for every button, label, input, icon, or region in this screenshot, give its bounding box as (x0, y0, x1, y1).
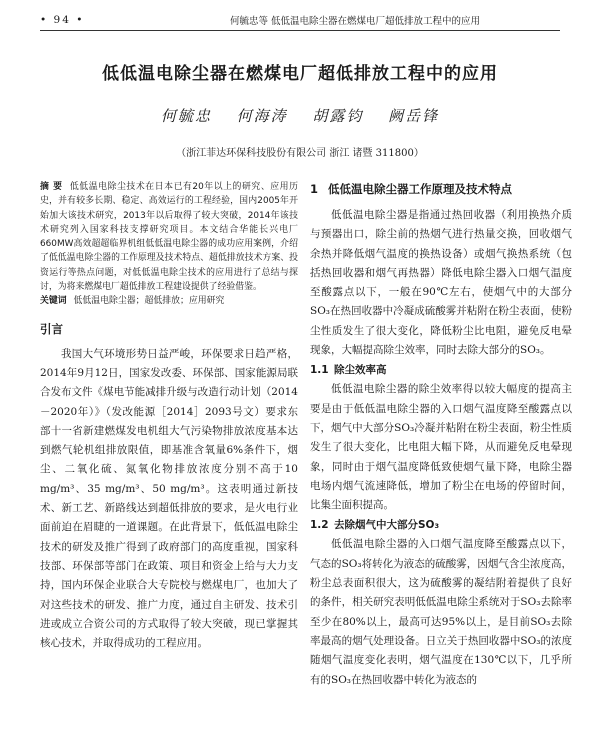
intro-paragraph: 我国大气环境形势日益严峻，环保要求日趋严格，2014年9月12日，国家发改委、环保部、国家能源局联合发布文件《煤电节能减排升级与改造行动计划（2014－2020年）》（发改能源［2014］2093号文）要求东部十一省新建燃煤发电机组大气污染物排放浓度基本达到燃气轮机组排放限值，即基准含氧量6%条件下，烟尘、二氧化硫、氮氧化物排放浓度分别不高于10 mg/m³、35 mg/m³、50 mg/m³。这表明通过新技术、新工艺、新路线达到超低排放的要求，是火电行业面前迫在眉睫的一道课题。在此背景下，低低温电除尘技术的研发及推广得到了政府部门的高度重视，国家科技部、环保部等部门在政策、项目和资金上给与大力支持，国内环保企业联合大专院校与燃煤电厂，也加大了对这些技术的研发、推广力度，通过自主研发、技术引进或成立合资公司的方式取得了较大突破，现已掌握其核心技术，并取得成功的工程应用。 (40, 347, 298, 650)
paper-title: 低低温电除尘器在燃煤电厂超低排放工程中的应用 (102, 64, 498, 84)
section-1-title: 低低温电除尘器工作原理及技术特点 (328, 182, 512, 196)
section-1-heading (310, 180, 572, 198)
left-column (40, 180, 298, 744)
subsection-1-2-number: 1.2 (310, 519, 329, 532)
abstract-label: 摘 要 (40, 182, 63, 192)
subsection-1-2-heading (310, 516, 572, 534)
intro-heading: 引言 (40, 321, 63, 336)
right-column (310, 180, 572, 744)
running-title: 何毓忠等 低低温电除尘器在燃煤电厂超低排放工程中的应用 (229, 16, 481, 27)
subsection-1-1-heading (310, 361, 572, 379)
section-1-paragraph: 低低温电除尘器是指通过热回收器（利用换热介质与预器出口，除尘前的热烟气进行热量交换，回收烟气余热并降低烟气温度的换热设备）或烟气换热系统（包括热回收器和烟气再热器）降低电除尘器入口烟气温度至酸露点以下，一般在90℃左右，使烟气中的大部分SO₃在热回收器中冷凝成硫酸雾并粘附在粉尘表面，使粉尘性质发生了很大变化，降低粉尘比电阻，避免反电晕现象，大幅提高除尘效率，同时去除大部分的SO₃。 (310, 209, 572, 357)
paper-affiliation: （浙江菲达环保科技股份有限公司 浙江 诸暨 311800） (176, 148, 424, 159)
subsection-1-2-title: 去除烟气中大部分SO₃ (334, 519, 440, 532)
keywords-text: 低低温电除尘器；超低排放；应用研究 (73, 296, 225, 307)
paper-authors: 何毓忠 何海涛 胡露钧 阙岳锋 (160, 107, 440, 125)
subsection-1-1-number: 1.1 (310, 364, 329, 377)
subsection-1-1-title: 除尘效率高 (334, 364, 387, 377)
subsection-1-2-paragraph: 低低温电除尘器的入口烟气温度降至酸露点以下，气态的SO₃将转化为液态的硫酸雾，因烟气含尘浓度高，粉尘总表面积很大，这为硫酸雾的凝结附着提供了良好的条件，相关研究表明低低温电除尘系统对于SO₃去除率至少在80%以上，最高可达95%以上，是目前SO₃去除率最高的烟气处理设备。日立关于热回收器中SO₃的浓度随烟气温度变化表明，烟气温度在130℃以下，几乎所有的SO₃在热回收器中转化为液态的 (310, 538, 572, 686)
abstract-block (40, 180, 298, 309)
section-1-number: 1 (310, 182, 319, 196)
keywords-label: 关键词 (40, 296, 67, 307)
abstract-text: 低低温电除尘技术在日本已有20年以上的研究、应用历史，并有较多长期、稳定、高效运行的工程经验，国内2005年开始加大该技术研究，2013年以后取得了较大突破，2014年该技术研究列入国家科技支撑研究项目。本文结合华能长兴电厂660MW高效超超临界机组低低温电除尘器的成功应用案例，介绍了低低温电除尘器的工作原理及技术特点、超低排放技术方案、投资运行等热点问题，对低低温电除尘技术的应用进行了总结与探讨，为将来燃煤电厂超低排放工程建设提供了经验借鉴。 (40, 182, 298, 293)
page-number: • 94 • (40, 14, 85, 26)
subsection-1-1-paragraph: 低低温电除尘器的除尘效率得以较大幅度的提高主要是由于低低温电除尘器的入口烟气温度降至酸露点以下，烟气中大部分SO₃冷凝并粘附在粉尘表面，粉尘性质发生了很大变化，比电阻大幅下降，从而避免反电晕现象，同时由于烟气温度降低致使烟气量下降，电除尘器电场内烟气流速降低，增加了粉尘在电场的停留时间，比集尘面积提高。 (310, 383, 572, 512)
running-header (40, 10, 560, 31)
